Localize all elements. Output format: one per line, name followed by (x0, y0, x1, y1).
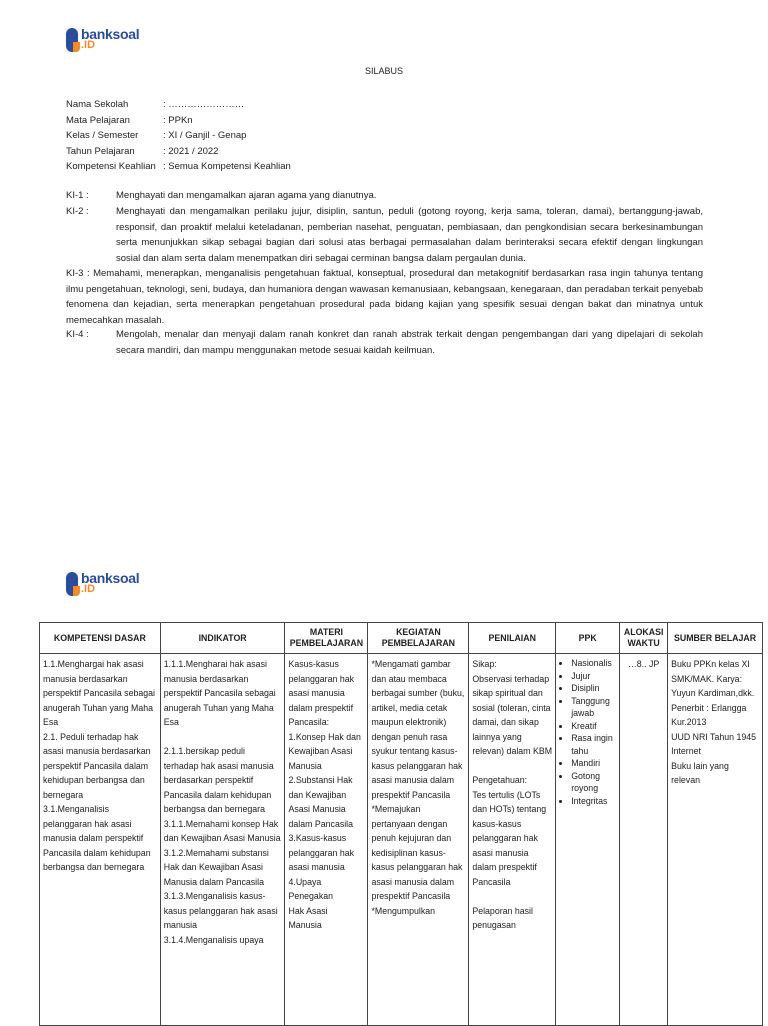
meta-value: : PPKn (163, 114, 193, 126)
meta-value: : …………………… (163, 99, 245, 110)
cell-text: 1.1.Menghargai hak asasi manusia berdasarkan perspektif Pancasila sebagai anugerah Tuhan yang Maha Esa 2.1. Peduli terhadap hak asasi manusia berdasarkan perspektif Pancasila dalam kehidupan berbangsa dan bernegara 3.1.Menganalisis pelanggaran hak asasi manusia dalam perspektif Pancasila dalam kehidupan berbangsa dan bernegara (43, 659, 155, 872)
ki-2-label: KI-2 : (66, 206, 89, 217)
meta-key: Kompetensi Keahlian (66, 161, 156, 172)
cell-ppk (556, 654, 620, 1026)
header-penilaian: PENILAIAN (469, 623, 556, 654)
cell-indikator (160, 654, 285, 1026)
header-indikator: INDIKATOR (160, 623, 285, 654)
cell-kompetensi-dasar (40, 654, 161, 1026)
meta-row (66, 97, 291, 113)
banksoal-logo-icon (66, 572, 78, 596)
list-item: • Disiplin (571, 682, 616, 695)
ki-1-label: KI-1 : (66, 190, 89, 201)
logo-text-bank: bank (81, 26, 113, 42)
meta-row (66, 144, 291, 160)
ki-3 (66, 266, 703, 328)
ki-4-label: KI-4 : (66, 329, 89, 340)
list-item: • Rasa ingin tahu (571, 732, 616, 757)
list-item: • Tanggung jawab (571, 695, 616, 720)
header-kegiatan: KEGIATAN PEMBELAJARAN (368, 623, 469, 654)
ki-1-text: Menghayati dan mengamalkan ajaran agama yang dianutnya. (116, 190, 377, 201)
header-ppk: PPK (556, 623, 620, 654)
header-kompetensi-dasar: KOMPETENSI DASAR (40, 623, 161, 654)
banksoal-logo-icon (66, 28, 78, 52)
banksoal-logo (66, 28, 139, 52)
list-item: • Gotong royong (571, 770, 616, 795)
list-item: • Nasionalis (571, 657, 616, 670)
logo-text-id: .ID (81, 583, 96, 595)
cell-text: *Mengamati gambar dan atau membaca berbagai sumber (buku, artikel, media cetak maupun elektronik) dengan penuh rasa syukur tentang kasus-kasus pelanggaran hak asasi manusia dalam prespektif Pancasila *Memajukan pertanyaan dengan penuh kejujuran dan kedisiplinan kasus-kasus pelanggaran hak asasi manusia dalam prespektif Pancasila *Mengumpulkan (371, 659, 465, 916)
ki-1 (66, 188, 703, 204)
logo-text-id: .ID (81, 39, 96, 51)
meta-row (66, 159, 291, 175)
logo-text-soal: soal (112, 570, 140, 586)
cell-text: …8.. JP (627, 659, 660, 669)
table-row (40, 654, 763, 1026)
cell-penilaian (469, 654, 556, 1026)
document-title: SILABUS (364, 66, 404, 76)
meta-row (66, 113, 291, 129)
ki-2 (66, 204, 703, 266)
list-item: • Integritas (571, 795, 616, 808)
list-item: • Jujur (571, 670, 616, 683)
meta-key: Tahun Pelajaran (66, 145, 135, 157)
header-alokasi-waktu: ALOKASI WAKTU (620, 623, 668, 654)
cell-text: 1.1.1.Mengharai hak asasi manusia berdasarkan perspektif Pancasila sebagai anugerah Tuhan yang Maha Esa 2.1.1.bersikap peduli terhadap hak asasi manusia berdasarkan perspektif Pancasila dalam kehidupan berbangsa dan bernegara 3.1.1.Memahami konsep Hak dan Kewajiban Asasi Manusia 3.1.2.Memahami substansi Hak dan Kewajiban Asasi Manusia dalam Pancasila 3.1.3.Menganalisis kasus-kasus pelanggaran hak asasi manusia 3.1.4.Menganalisis upaya (163, 659, 281, 945)
cell-materi (285, 654, 368, 1026)
cell-text: Sikap: Observasi terhadap sikap spiritual dan sosial (toleran, cinta damai, dan sikap lainnya yang relevan) dalam KBM Pengetahuan: Tes tertulis (LOTs dan HOTs) tentang kasus-kasus pelanggaran hak asasi manusia dalam prespektif Pancasila Pelaporan hasil penugasan (472, 659, 553, 930)
cell-alokasi-waktu (620, 654, 668, 1026)
header-materi: MATERI PEMBELAJARAN (285, 623, 368, 654)
meta-value: : 2021 / 2022 (163, 145, 219, 157)
table-header-row (40, 623, 763, 654)
meta-key: Nama Sekolah (66, 99, 129, 110)
logo-text-bank: bank (81, 570, 113, 586)
header-sumber-belajar: SUMBER BELAJAR (668, 623, 763, 654)
meta-value: : Semua Kompetensi Keahlian (163, 161, 291, 172)
cell-sumber-belajar (668, 654, 763, 1026)
logo-text-soal: soal (112, 26, 140, 42)
cell-text: Kasus-kasus pelanggaran hak asasi manusia dalam prespektif Pancasila: 1.Konsep Hak dan Kewajiban Asasi Manusia 2.Substansi Hak dan Kewajiban Asasi Manusia dalam Pancasila 3.Kasus-kasus pelanggaran hak asasi manusia 4.Upaya Penegakan Hak Asasi Manusia (288, 659, 361, 930)
meta-key: Mata Pelajaran (66, 114, 130, 126)
identity-block (66, 97, 291, 175)
meta-value: : XI / Ganjil - Genap (163, 130, 247, 141)
list-item: • Mandiri (571, 757, 616, 770)
meta-row (66, 128, 291, 144)
ki-4 (66, 327, 703, 358)
meta-key: Kelas / Semester (66, 130, 139, 141)
ki-3-text: KI-3 : Memahami, menerapkan, menganalisis pengetahuan faktual, konseptual, prosedural dan metakognitif berdasarkan rasa ingin tahunya tentang ilmu pengetahuan, teknologi, seni, budaya, dan humaniora dengan wawasan kemanusiaan, kebangsaan, kenegaraan, dan peradaban terkait penyebab fenomena dan kejadian, serta menerapkan pengetahuan prosedural pada bidang kajian yang spesifik sesuai dengan bakat dan minatnya untuk memecahkan masalah. (66, 268, 703, 326)
list-item: • Kreatif (571, 720, 616, 733)
ki-2-text: Menghayati dan mengamalkan perilaku jujur, disiplin, santun, peduli (gotong royong, kerja sama, toleran, damai), bertanggung-jawab, responsif, dan proaktif melalui keteladanan, pemberian nasehat, penguatan, pembiasaan, dan pengkondisian secara berkesinambungan serta menunjukkan sikap sebagai bagian dari solusi atas berbagai permasalahan dalam berinteraksi secara efektif dengan lingkungan sosial dan alam serta dalam menempatkan diri sebagai cerminan bangsa dalam pergaulan dunia. (116, 206, 703, 264)
ki-4-text: Mengolah, menalar dan menyaji dalam ranah konkret dan ranah abstrak terkait dengan pengembangan dari yang dipelajari di sekolah secara mandiri, dan mampu menggunakan metode sesuai kaidah keilmuan. (116, 329, 703, 356)
cell-kegiatan (368, 654, 469, 1026)
cell-text: Buku PPKn kelas XI SMK/MAK. Karya: Yuyun Kardiman,dkk. Penerbit : Erlangga Kur.2013 UUD NRI Tahun 1945 Internet Buku lain yang relevan (671, 659, 757, 785)
syllabus-table (39, 622, 763, 1026)
banksoal-logo (66, 572, 139, 596)
ppk-list (559, 657, 616, 807)
